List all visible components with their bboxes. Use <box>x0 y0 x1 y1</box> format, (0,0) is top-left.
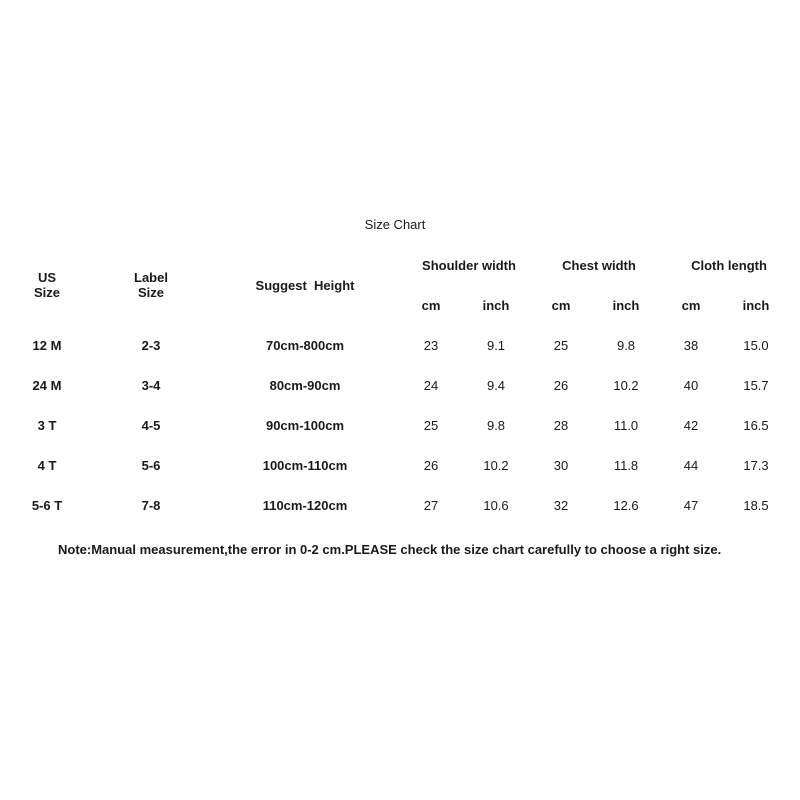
cell-shoulder-inch: 9.1 <box>486 338 506 353</box>
cell-chest-inch: 11.8 <box>613 458 639 473</box>
chart-title: Size Chart <box>364 217 426 232</box>
cell-height: 90cm-100cm <box>265 418 345 433</box>
cell-shoulder-cm: 23 <box>423 338 439 353</box>
cell-us-size: 24 M <box>32 378 62 393</box>
header-chest-width: Chest width <box>562 258 636 273</box>
cell-shoulder-cm: 27 <box>423 498 439 513</box>
cell-length-cm: 42 <box>683 418 699 433</box>
unit-shoulder-cm: cm <box>421 298 441 313</box>
cell-length-inch: 15.7 <box>743 378 769 393</box>
cell-us-size: 12 M <box>32 338 62 353</box>
cell-label-size: 3-4 <box>141 378 161 393</box>
cell-shoulder-cm: 25 <box>423 418 439 433</box>
header-shoulder-width: Shoulder width <box>422 258 516 273</box>
cell-chest-cm: 32 <box>553 498 569 513</box>
cell-us-size: 5-6 T <box>31 498 63 513</box>
cell-length-inch: 15.0 <box>743 338 769 353</box>
cell-height: 100cm-110cm <box>262 458 348 473</box>
cell-height: 80cm-90cm <box>269 378 341 393</box>
unit-length-cm: cm <box>681 298 701 313</box>
cell-label-size: 5-6 <box>141 458 161 473</box>
cell-label-size: 2-3 <box>141 338 161 353</box>
cell-length-cm: 38 <box>683 338 699 353</box>
unit-shoulder-inch: inch <box>482 298 510 313</box>
cell-length-cm: 40 <box>683 378 699 393</box>
cell-chest-inch: 12.6 <box>613 498 639 513</box>
cell-length-cm: 44 <box>683 458 699 473</box>
header-suggest-height: Suggest Height <box>255 278 355 293</box>
header-cloth-length: Cloth length <box>691 258 767 273</box>
cell-length-inch: 18.5 <box>743 498 769 513</box>
cell-shoulder-inch: 10.2 <box>483 458 509 473</box>
unit-length-inch: inch <box>742 298 770 313</box>
cell-chest-cm: 26 <box>553 378 569 393</box>
unit-chest-cm: cm <box>551 298 571 313</box>
cell-shoulder-cm: 26 <box>423 458 439 473</box>
cell-label-size: 4-5 <box>141 418 161 433</box>
cell-chest-inch: 11.0 <box>613 418 639 433</box>
header-label-line1: Label <box>134 270 168 285</box>
cell-length-inch: 17.3 <box>743 458 769 473</box>
cell-height: 70cm-800cm <box>265 338 345 353</box>
cell-shoulder-inch: 9.4 <box>486 378 506 393</box>
cell-us-size: 3 T <box>37 418 57 433</box>
cell-chest-inch: 9.8 <box>616 338 636 353</box>
cell-chest-cm: 25 <box>553 338 569 353</box>
measurement-note: Note:Manual measurement,the error in 0-2 cm.PLEASE check the size chart carefully to choose a right size. <box>58 542 722 557</box>
cell-chest-cm: 30 <box>553 458 569 473</box>
cell-shoulder-inch: 10.6 <box>483 498 509 513</box>
header-us-line1: US <box>37 270 57 285</box>
header-label-line2: Size <box>137 285 165 300</box>
cell-shoulder-cm: 24 <box>423 378 439 393</box>
cell-length-inch: 16.5 <box>743 418 769 433</box>
cell-shoulder-inch: 9.8 <box>486 418 506 433</box>
unit-chest-inch: inch <box>612 298 640 313</box>
header-us-line2: Size <box>33 285 61 300</box>
cell-us-size: 4 T <box>37 458 57 473</box>
cell-label-size: 7-8 <box>141 498 161 513</box>
cell-height: 110cm-120cm <box>262 498 348 513</box>
cell-length-cm: 47 <box>683 498 699 513</box>
cell-chest-cm: 28 <box>553 418 569 433</box>
cell-chest-inch: 10.2 <box>613 378 639 393</box>
